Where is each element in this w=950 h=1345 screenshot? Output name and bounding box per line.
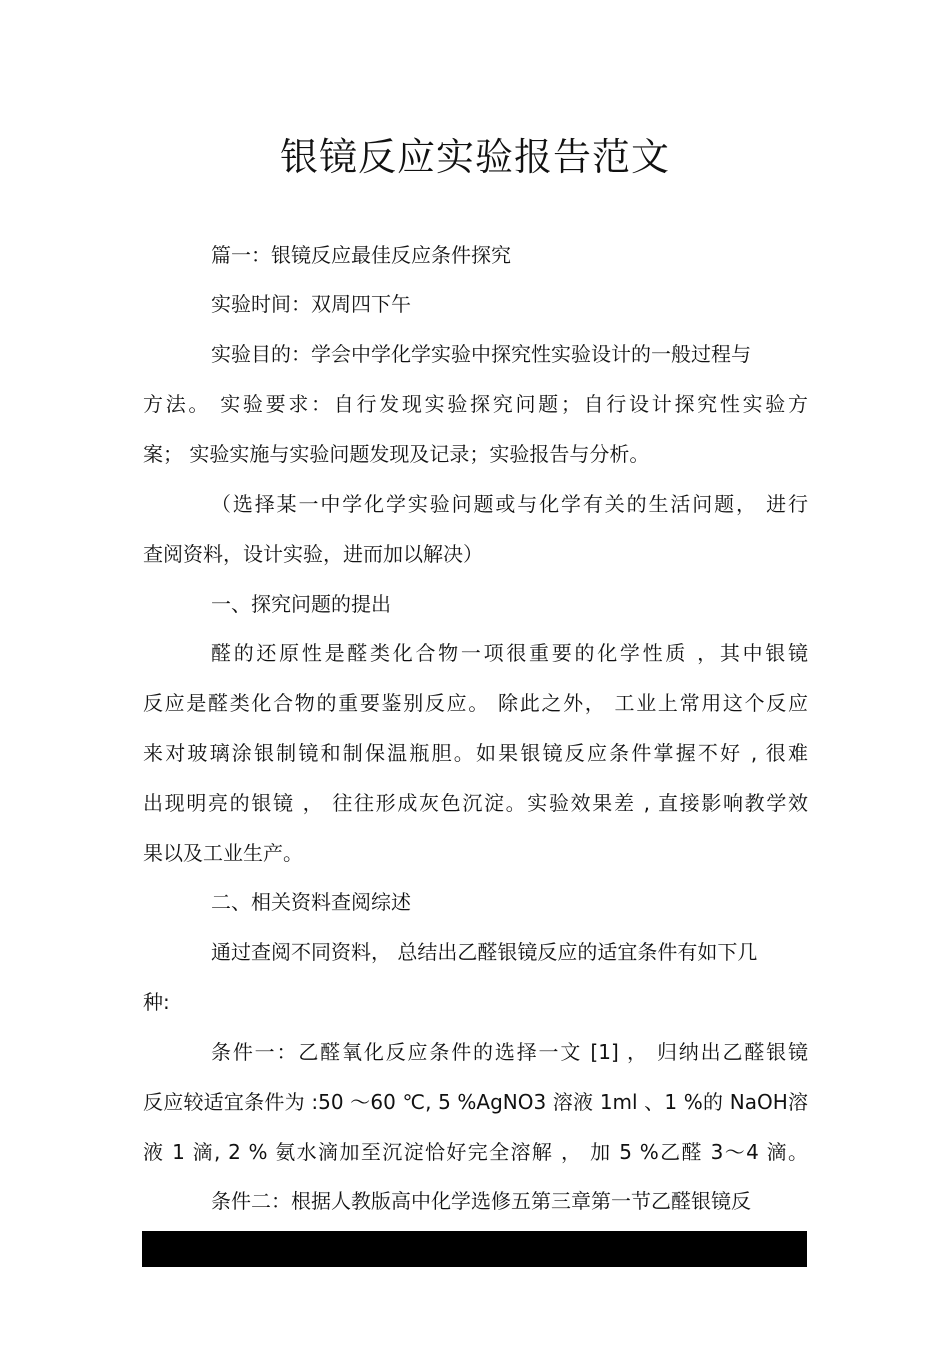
text-line: （选择某一中学化学实验问题或与化学有关的生活问题， 进行 bbox=[211, 492, 808, 516]
section-heading: 二、相关资料查阅综述 bbox=[211, 890, 411, 914]
footer-redaction-bar bbox=[142, 1231, 807, 1267]
text-line: 来对玻璃涂银制镜和制保温瓶胆。如果银镜反应条件掌握不好 , 很难 bbox=[143, 741, 808, 765]
text-line: 反应是醛类化合物的重要鉴别反应。 除此之外， 工业上常用这个反应 bbox=[143, 691, 808, 715]
text-line: 种: bbox=[143, 990, 170, 1014]
text-line: 实验目的：学会中学化学实验中探究性实验设计的一般过程与 bbox=[211, 342, 751, 366]
text-line: 条件二：根据人教版高中化学选修五第三章第一节乙醛银镜反 bbox=[211, 1189, 751, 1213]
text-line: 查阅资料，设计实验，进而加以解决） bbox=[143, 542, 483, 566]
text-line: 实验时间：双周四下午 bbox=[211, 292, 411, 316]
text-line: 反应较适宜条件为 :50 ～60 ℃, 5 %AgNO3 溶液 1ml 、1 %的 NaOH溶 bbox=[143, 1090, 808, 1114]
text-line: 通过查阅不同资料， 总结出乙醛银镜反应的适宜条件有如下几 bbox=[211, 940, 758, 964]
section-heading: 一、探究问题的提出 bbox=[211, 592, 391, 616]
text-line: 案； 实验实施与实验问题发现及记录；实验报告与分析。 bbox=[143, 442, 650, 466]
document-title: 银镜反应实验报告范文 bbox=[279, 135, 670, 179]
text-line: 出现明亮的银镜 ， 往往形成灰色沉淀。实验效果差 , 直接影响教学效 bbox=[143, 791, 808, 815]
text-line: 果以及工业生产。 bbox=[143, 841, 303, 865]
text-line: 醛的还原性是醛类化合物一项很重要的化学性质 ，其中银镜 bbox=[211, 641, 808, 665]
text-line: 条件一：乙醛氧化反应条件的选择一文 [1] ， 归纳出乙醛银镜 bbox=[211, 1040, 808, 1064]
text-line: 篇一：银镜反应最佳反应条件探究 bbox=[211, 243, 511, 267]
text-line: 液 1 滴, 2 % 氨水滴加至沉淀恰好完全溶解 ， 加 5 %乙醛 3～4 滴。 bbox=[143, 1140, 808, 1164]
text-line: 方法。 实验要求：自行发现实验探究问题；自行设计探究性实验方 bbox=[143, 392, 808, 416]
